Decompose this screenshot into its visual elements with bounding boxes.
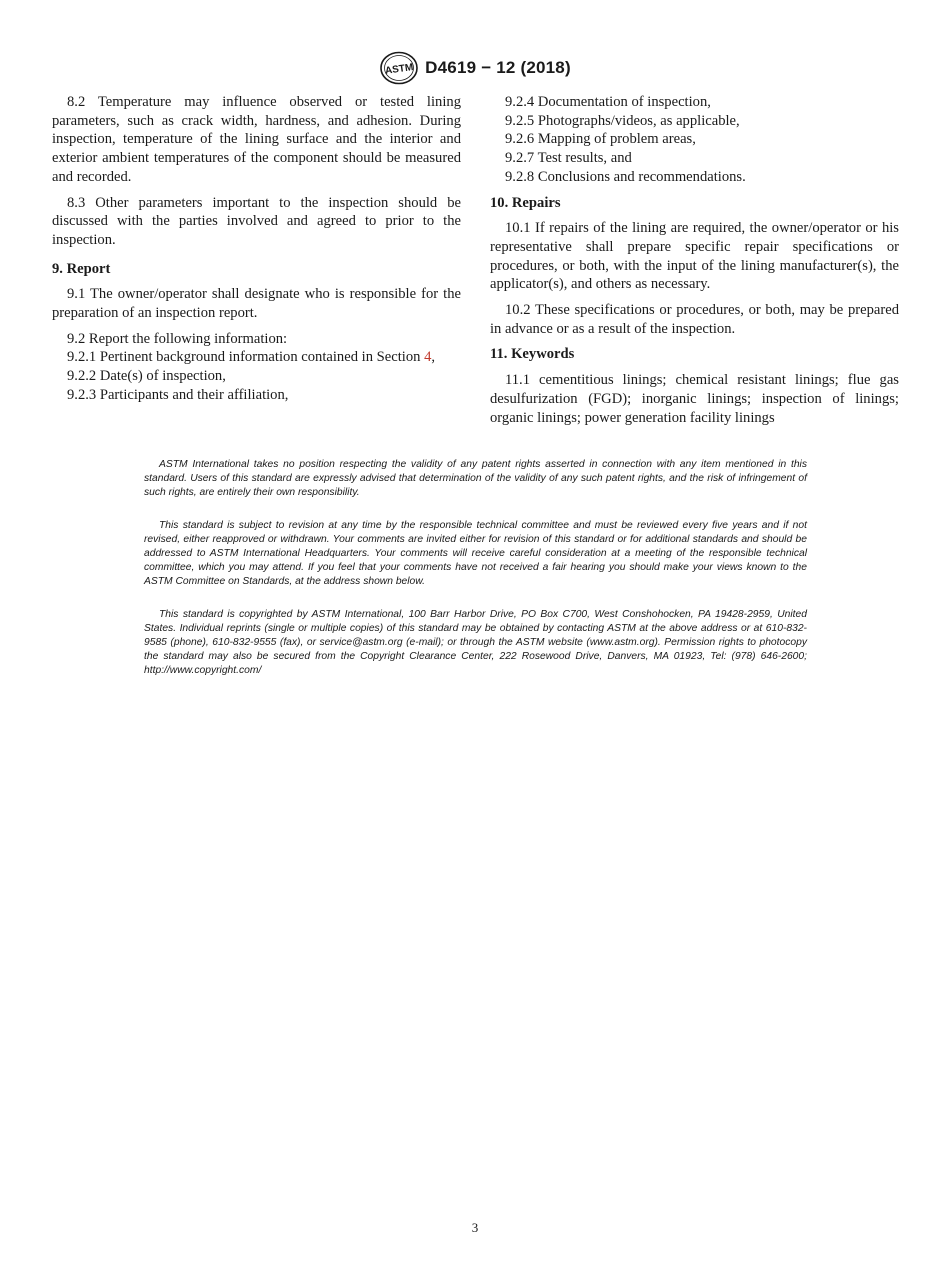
right-column [490,93,899,434]
astm-logo-icon [379,51,419,85]
paragraph-9-2-7: 9.2.7 Test results, and [505,150,632,167]
paragraph-9-2-8: 9.2.8 Conclusions and recommendations. [505,168,746,185]
paragraph-8-2: 8.2 Temperature may influence observed or tested lining parameters, such as crack width, hardness, and adhesion. During inspection, temperature of the lining surface and the interior and exterior ambient temperatures of the component should be measured and recorded. [52,94,461,185]
svg-text:ASTM: ASTM [384,62,415,77]
section-10-heading: 10. Repairs [490,194,561,211]
paragraph-9-2: 9.2 Report the following information: [67,330,288,347]
patent-notice: ASTM International takes no position respecting the validity of any patent rights asserted in connection with any item mentioned in this standard. Users of this standard are expressly advised that determination of the validity of any such patent rights, and the risk of infringement of such rights, are entirely their own responsibility. [144,459,807,498]
page-header [0,50,950,86]
paragraph-9-2-1: 9.2.1 Pertinent background information contained in Section 4, [67,349,436,366]
revision-notice: This standard is subject to revision at any time by the responsible technical committee and must be reviewed every five years and if not revised, either reapproved or withdrawn. Your comments are invited either for revision of this standard or for additional standards and should be addressed to ASTM International Headquarters. Your comments will receive careful consideration at a meeting of the responsible technical committee, which you may attend. If you feel that your comments have not received a fair hearing you should make your views known to the ASTM Committee on Standards, at the address shown below. [144,520,807,587]
left-column [52,93,461,405]
paragraph-9-1: 9.1 The owner/operator shall designate who is responsible for the preparation of an inspection report. [52,286,461,322]
paragraph-10-2: 10.2 These specifications or procedures, or both, may be prepared in advance or as a result of the inspection. [490,302,899,337]
page-number: 3 [471,1220,479,1235]
paragraph-9-2-6: 9.2.6 Mapping of problem areas, [505,131,696,148]
section-11-heading: 11. Keywords [490,346,575,363]
paragraph-9-2-3: 9.2.3 Participants and their affiliation, [67,386,289,403]
section-9-heading: 9. Report [52,260,111,277]
copyright-notice: This standard is copyrighted by ASTM International, 100 Barr Harbor Drive, PO Box C700, West Conshohocken, PA 19428-2959, United States. Individual reprints (single or multiple copies) of this standard may be obtained by contacting ASTM at the above address or at 610-832-9585 (phone), 610-832-9555 (fax), or service@astm.org (e-mail); or through the ASTM website (www.astm.org). Permission rights to photocopy the standard may also be secured from the Copyright Clearance Center, 222 Rosewood Drive, Danvers, MA 01923, Tel: (978) 646-2600; http://www.copyright.com/ [144,609,807,676]
paragraph-9-2-4: 9.2.4 Documentation of inspection, [505,94,711,110]
paragraph-11-1: 11.1 cementitious linings; chemical resistant linings; flue gas desulfurization (FGD); inorganic linings; inspection of linings; organic linings; power generation facility linings [490,372,899,426]
paragraph-9-2-2: 9.2.2 Date(s) of inspection, [67,368,226,385]
standard-designation: D4619 − 12 (2018) [425,58,571,77]
paragraph-9-2-5: 9.2.5 Photographs/videos, as applicable, [505,112,740,129]
paragraph-8-3: 8.3 Other parameters important to the inspection should be discussed with the parties involved and agreed to prior to the inspection. [52,194,461,248]
section-4-link[interactable]: 4 [424,349,432,366]
paragraph-10-1: 10.1 If repairs of the lining are required, the owner/operator or his representative shall prepare specific repair specifications or procedures, or both, with the input of the lining manufacturer(s), the applicator(s), and others as necessary. [490,220,899,293]
